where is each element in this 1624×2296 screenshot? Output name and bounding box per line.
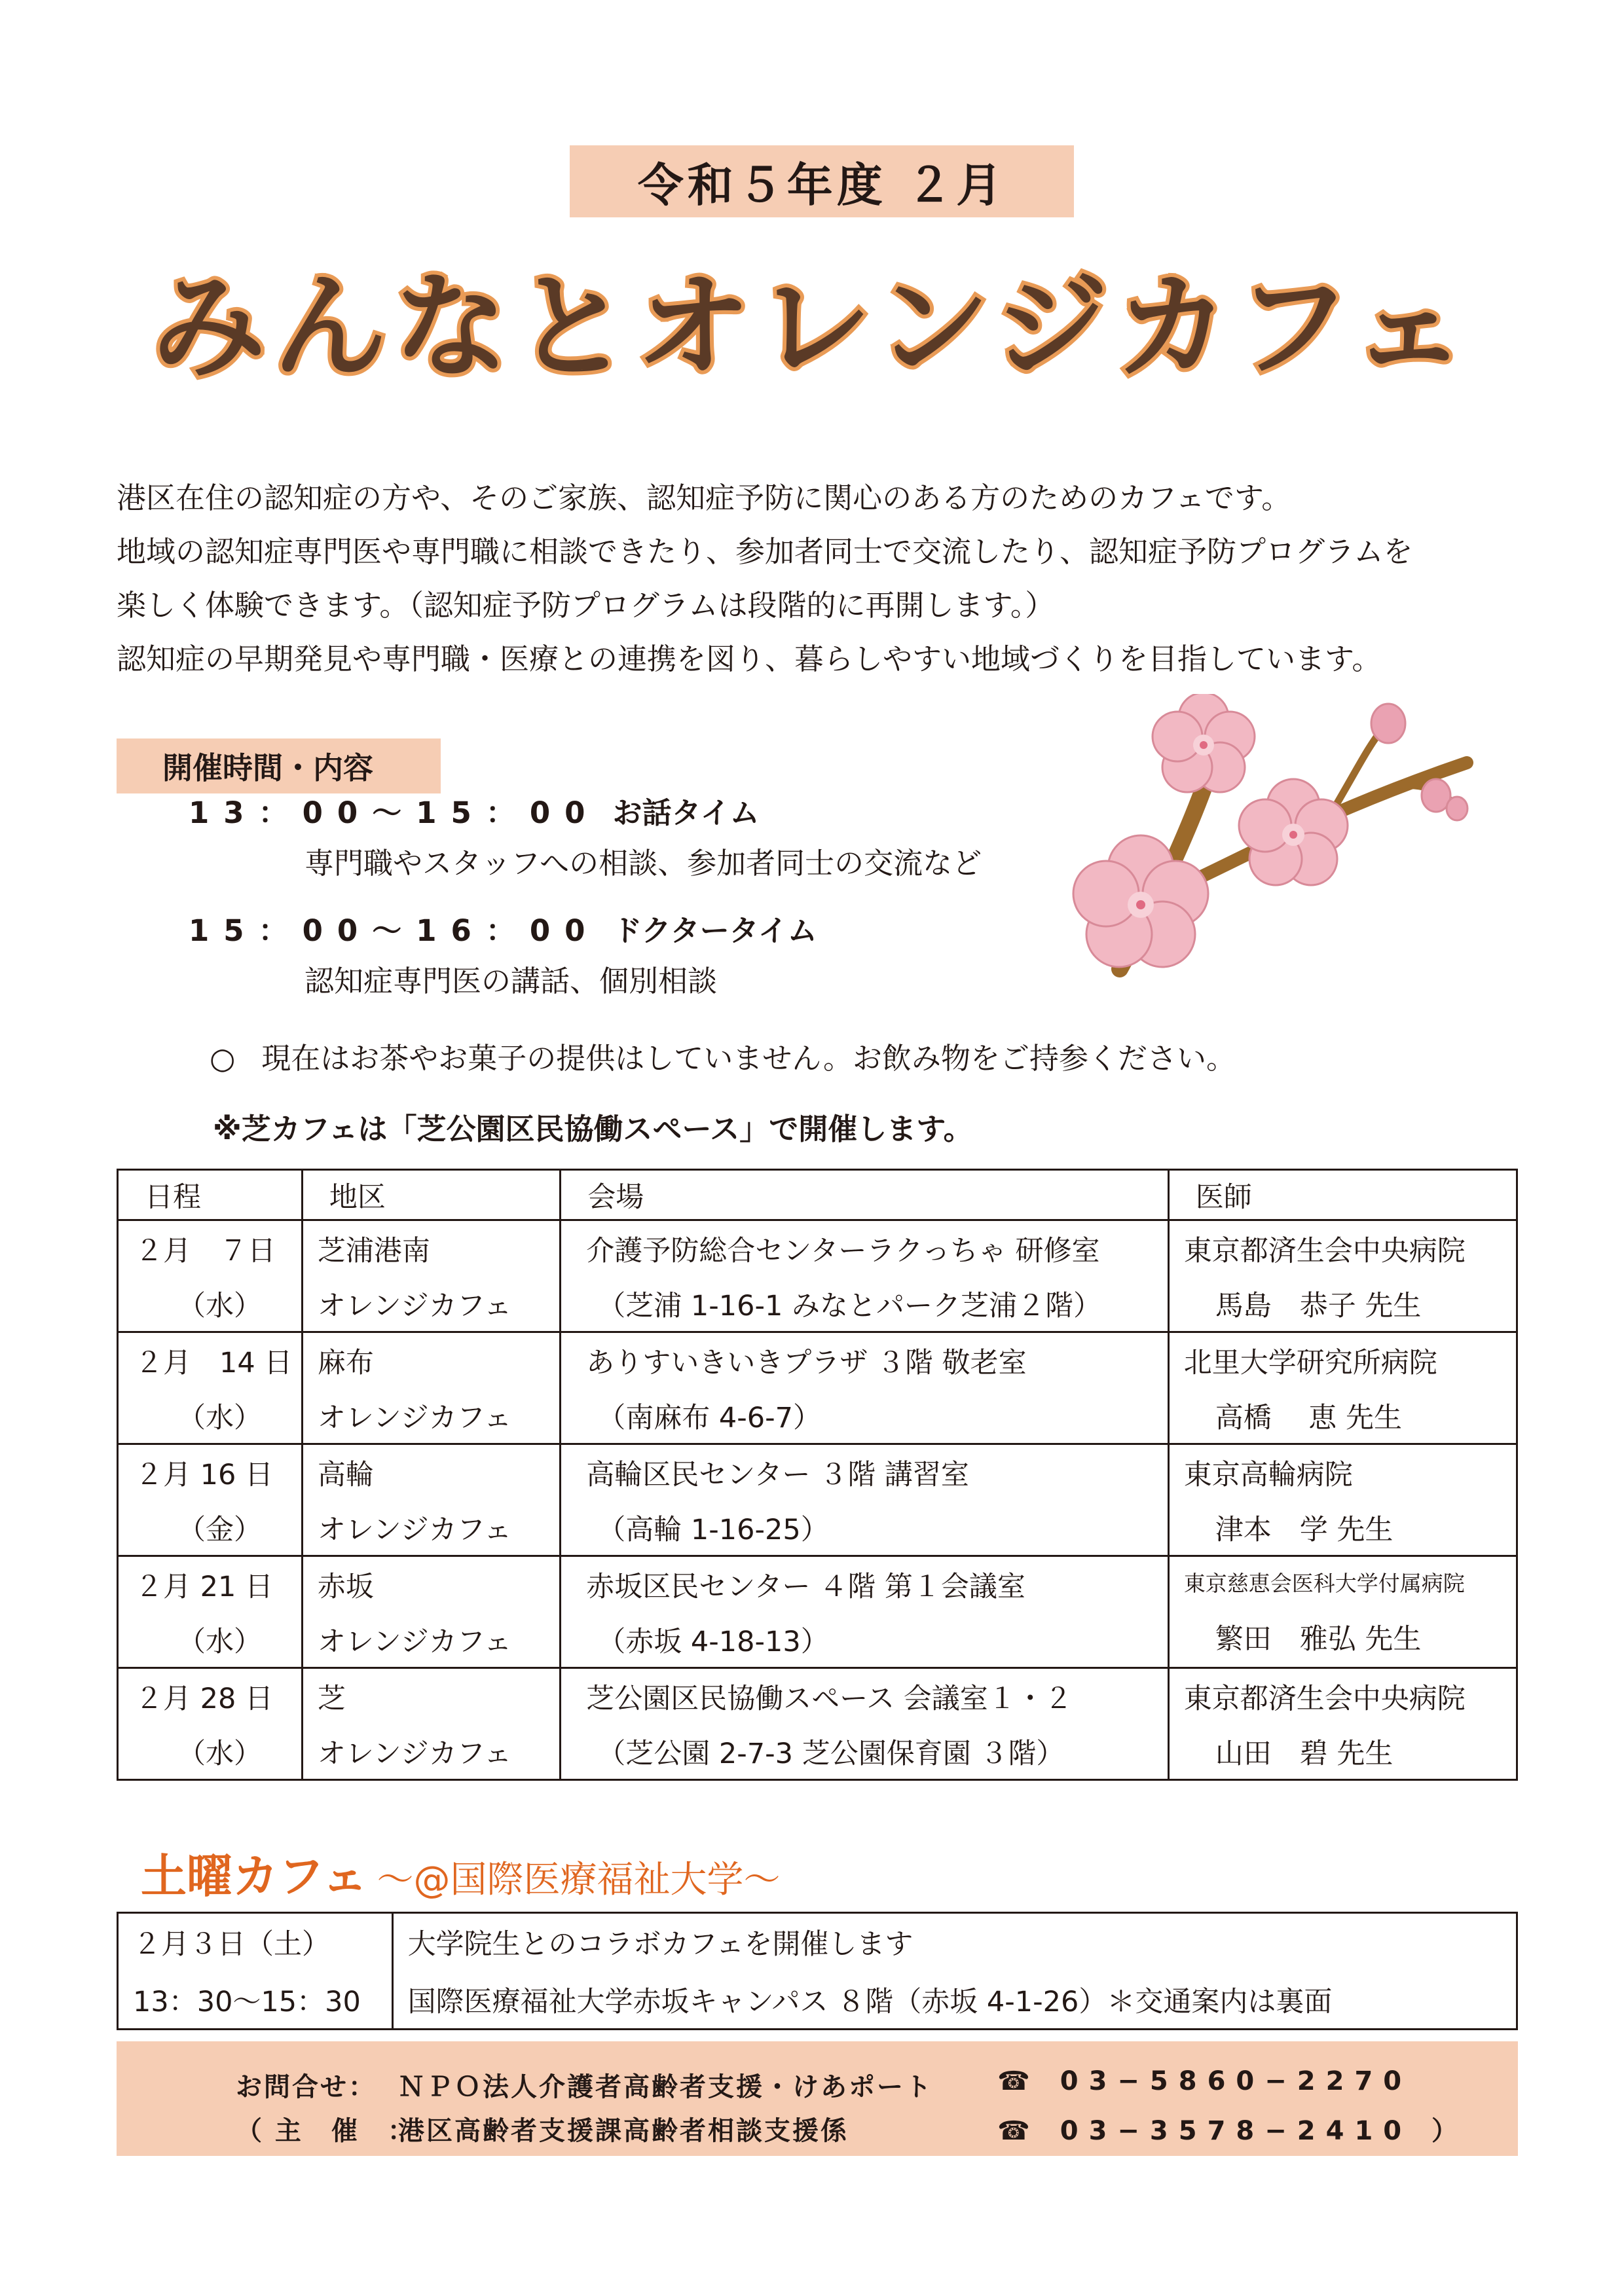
intro-line-4: 認知症の早期発見や専門職・医療との連携を図り、暮らしやすい地域づくりを目指しています。 bbox=[117, 642, 1382, 676]
venue: 芝公園区民協働スペース 会議室１・２ bbox=[586, 1682, 1073, 1715]
venue-cell bbox=[561, 1444, 1168, 1556]
table-row bbox=[118, 1668, 1517, 1780]
table-row bbox=[118, 1444, 1517, 1556]
host-label: （ 主 催 ： bbox=[236, 2116, 416, 2146]
session-2-time: 15：00〜16：00 bbox=[189, 913, 600, 948]
cafe-name: オレンジカフェ bbox=[317, 1289, 512, 1322]
page-title: みんなとオレンジカフェ bbox=[151, 261, 1473, 394]
hospital: 東京都済生会中央病院 bbox=[1183, 1682, 1466, 1715]
address: （南麻布 4-6-7） bbox=[597, 1401, 822, 1434]
shiba-note: ※芝カフェは「芝公園区民協働スペース」で開催します。 bbox=[213, 1112, 973, 1146]
doctor-cell bbox=[1168, 1220, 1517, 1332]
saturday-cafe-title: 土曜カフェ bbox=[141, 1850, 368, 1903]
header-venue: 会場 bbox=[561, 1170, 1168, 1220]
session-2-label: ドクタータイム bbox=[612, 913, 817, 948]
intro-line-2: 地域の認知症専門医や専門職に相談できたり、参加者同士で交流したり、認知症予防プログラムを bbox=[117, 534, 1413, 569]
weekday: （水） bbox=[177, 1401, 262, 1434]
address: （芝浦 1-16-1 みなとパーク芝浦２階） bbox=[597, 1289, 1102, 1322]
weekday: （水） bbox=[177, 1625, 262, 1658]
doctor: 津本 学 先生 bbox=[1215, 1513, 1393, 1546]
weekday: （水） bbox=[177, 1289, 262, 1322]
plum-flower-icon bbox=[1153, 694, 1255, 792]
doctor: 山田 碧 先生 bbox=[1215, 1737, 1393, 1770]
host-org: 港区高齢者支援課高齢者相談支援係 bbox=[398, 2116, 849, 2146]
date: ２月 ７日 bbox=[135, 1234, 276, 1267]
inquiry-label: お問合せ： bbox=[236, 2072, 377, 2102]
weekday: （水） bbox=[177, 1737, 262, 1770]
header-doctor: 医師 bbox=[1168, 1170, 1517, 1220]
saturday-desc: 大学院生とのコラボカフェを開催します bbox=[407, 1928, 913, 1961]
date: ２月 14 日 bbox=[135, 1346, 293, 1379]
hospital: 東京高輪病院 bbox=[1183, 1458, 1353, 1491]
schedule-heading bbox=[117, 738, 441, 793]
date: ２月 16 日 bbox=[135, 1458, 274, 1491]
doctor: 馬島 恭子 先生 bbox=[1215, 1289, 1422, 1322]
schedule-heading-label: 開催時間・内容 bbox=[162, 750, 373, 786]
area-cell bbox=[302, 1668, 560, 1780]
host-phone: ☎ 03−3578−2410 ） bbox=[997, 2116, 1469, 2146]
area-cell bbox=[302, 1332, 560, 1444]
area: 赤坂 bbox=[317, 1570, 374, 1603]
area: 芝浦港南 bbox=[317, 1234, 430, 1267]
table-row bbox=[118, 1913, 1517, 2030]
saturday-info-cell bbox=[392, 1913, 1517, 2030]
intro-line-1: 港区在住の認知症の方や、そのご家族、認知症予防に関心のある方のためのカフェです。 bbox=[117, 481, 1291, 515]
hospital: 東京慈恵会医科大学付属病院 bbox=[1183, 1571, 1465, 1596]
weekday: （金） bbox=[177, 1513, 262, 1546]
area-cell bbox=[302, 1556, 560, 1668]
doctor: 繁田 雅弘 先生 bbox=[1215, 1623, 1422, 1656]
plum-blossom-illustration bbox=[1061, 694, 1480, 995]
plum-flower-icon bbox=[1239, 779, 1348, 885]
saturday-date-cell bbox=[118, 1913, 393, 2030]
header-area: 地区 bbox=[302, 1170, 560, 1220]
subtitle: 令和５年度 ２月 bbox=[637, 158, 1006, 212]
saturday-table bbox=[117, 1912, 1518, 2030]
session-1 bbox=[189, 789, 760, 831]
cafe-name: オレンジカフェ bbox=[317, 1401, 512, 1434]
venue: 高輪区民センター ３階 講習室 bbox=[586, 1458, 969, 1491]
address: （赤坂 4-18-13） bbox=[597, 1625, 829, 1658]
inquiry-phone: ☎ 03−5860−2270 bbox=[997, 2066, 1412, 2096]
saturday-cafe-subtitle: 〜@国際医療福祉大学〜 bbox=[377, 1859, 781, 1901]
venue-table bbox=[117, 1169, 1518, 1781]
plum-flower-icon bbox=[1073, 835, 1208, 967]
address: （芝公園 2-7-3 芝公園保育園 ３階） bbox=[597, 1737, 1065, 1770]
circle-bullet-icon: ○ bbox=[210, 1041, 236, 1076]
date: ２月 21 日 bbox=[135, 1570, 274, 1603]
venue-cell bbox=[561, 1332, 1168, 1444]
session-2 bbox=[189, 907, 817, 949]
doctor-cell bbox=[1168, 1668, 1517, 1780]
notice-text: 現在はお茶やお菓子の提供はしていません。お飲み物をご持参ください。 bbox=[261, 1041, 1236, 1076]
hospital: 北里大学研究所病院 bbox=[1183, 1346, 1437, 1379]
doctor: 高橋 恵 先生 bbox=[1215, 1401, 1403, 1434]
date-cell bbox=[118, 1444, 303, 1556]
session-2-desc: 認知症専門医の講話、個別相談 bbox=[304, 964, 718, 998]
venue-cell bbox=[561, 1668, 1168, 1780]
venue: ありすいきいきプラザ ３階 敬老室 bbox=[586, 1346, 1027, 1379]
venue: 介護予防総合センターラクっちゃ 研修室 bbox=[586, 1234, 1100, 1267]
session-1-desc: 専門職やスタッフへの相談、参加者同士の交流など bbox=[304, 846, 982, 881]
inquiry-org: ＮＰＯ法人介護者高齢者支援・けあポート bbox=[398, 2072, 933, 2102]
notice bbox=[210, 1034, 1236, 1077]
table-row bbox=[118, 1220, 1517, 1332]
cafe-name: オレンジカフェ bbox=[317, 1513, 512, 1546]
date-cell bbox=[118, 1220, 303, 1332]
table-row bbox=[118, 1332, 1517, 1444]
table-header-row bbox=[118, 1170, 1517, 1220]
date-cell bbox=[118, 1668, 303, 1780]
table-row bbox=[118, 1556, 1517, 1668]
venue: 赤坂区民センター ４階 第１会議室 bbox=[586, 1570, 1025, 1603]
saturday-cafe-heading bbox=[141, 1840, 781, 1906]
area-cell bbox=[302, 1220, 560, 1332]
saturday-time: 13：30〜15：30 bbox=[133, 1985, 361, 2018]
hospital: 東京都済生会中央病院 bbox=[1183, 1234, 1466, 1267]
saturday-location: 国際医療福祉大学赤坂キャンパス ８階（赤坂 4-1-26）＊交通案内は裏面 bbox=[407, 1985, 1333, 2018]
cafe-name: オレンジカフェ bbox=[317, 1625, 512, 1658]
area: 麻布 bbox=[317, 1346, 374, 1379]
area: 芝 bbox=[317, 1682, 346, 1715]
intro-line-3: 楽しく体験できます。（認知症予防プログラムは段階的に再開します。） bbox=[117, 588, 1055, 623]
area: 高輪 bbox=[317, 1458, 374, 1491]
subtitle-banner bbox=[570, 145, 1074, 217]
doctor-cell bbox=[1168, 1444, 1517, 1556]
venue-cell bbox=[561, 1556, 1168, 1668]
header-date: 日程 bbox=[118, 1170, 303, 1220]
date-cell bbox=[118, 1332, 303, 1444]
doctor-cell bbox=[1168, 1332, 1517, 1444]
address: （高輪 1-16-25） bbox=[597, 1513, 829, 1546]
session-1-time: 13：00〜15：00 bbox=[189, 795, 600, 830]
doctor-cell bbox=[1168, 1556, 1517, 1668]
date-cell bbox=[118, 1556, 303, 1668]
area-cell bbox=[302, 1444, 560, 1556]
date: ２月 28 日 bbox=[135, 1682, 274, 1715]
session-1-label: お話タイム bbox=[612, 795, 760, 830]
saturday-date: ２月３日（土） bbox=[133, 1928, 330, 1961]
contact-band bbox=[117, 2041, 1518, 2156]
venue-cell bbox=[561, 1220, 1168, 1332]
cafe-name: オレンジカフェ bbox=[317, 1737, 512, 1770]
